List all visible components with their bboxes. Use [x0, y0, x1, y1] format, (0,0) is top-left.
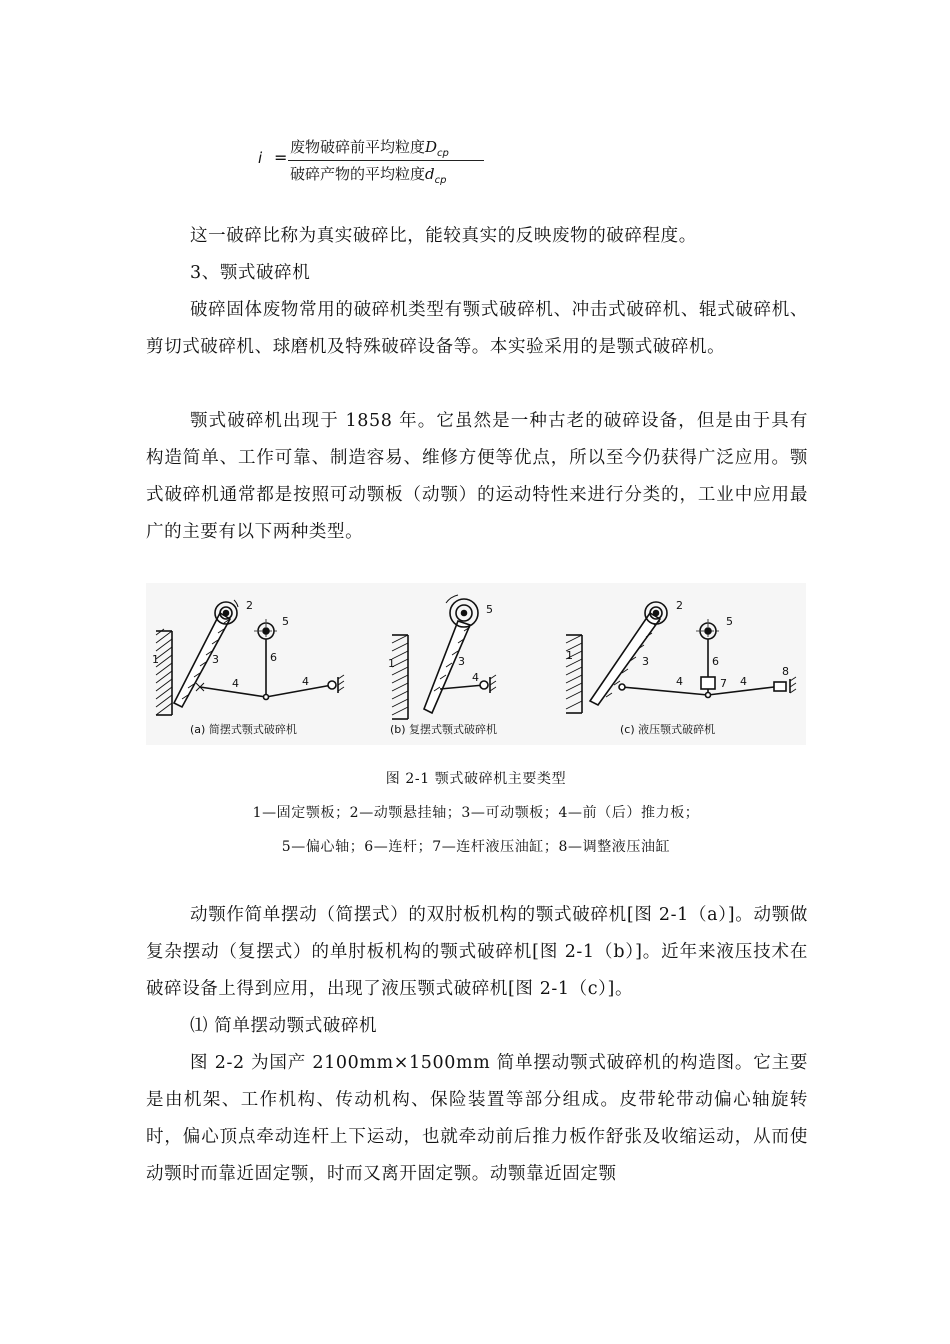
label-b-4: 4: [472, 671, 479, 684]
numerator-var: D: [425, 138, 438, 156]
label-a-6: 6: [270, 651, 277, 664]
formula-lhs: i: [258, 149, 263, 167]
sub-caption-b: (b) 复摆式颚式破碎机: [390, 723, 498, 736]
figure-jaw-crusher-types: [146, 583, 806, 745]
diagram-c: [566, 602, 796, 713]
label-c-2: 2: [676, 599, 683, 612]
label-c-8: 8: [782, 665, 789, 678]
formula-equals: =: [274, 148, 288, 167]
label-c-4b: 4: [740, 675, 747, 688]
label-c-7: 7: [720, 677, 727, 690]
label-c-3: 3: [642, 655, 649, 668]
label-b-1: 1: [388, 657, 395, 670]
formula-numerator: [290, 136, 449, 157]
denominator-sub: cp: [434, 175, 447, 186]
figure-title: 图 2-1 颚式破碎机主要类型: [385, 771, 567, 787]
numerator-sub: cp: [437, 148, 449, 159]
paragraph-simple-swing-description: 图 2-2 为国产 2100mm×1500mm 简单摆动颚式破碎机的构造图。它主要是由机架、工作机构、传动机构、保险装置等部分组成。皮带轮带动偏心轴旋转时，偏心顶点牵动连杆上下运动，也就牵动前后推力板作舒张及收缩运动，从而使动颚时而靠近固定颚，时而又离开固定颚。动颚靠近固定颚: [146, 1053, 808, 1184]
label-b-3: 3: [458, 655, 465, 668]
label-a-3: 3: [212, 653, 219, 666]
section-heading-simple-swing: ⑴ 简单摆动颚式破碎机: [190, 1016, 378, 1036]
label-a-5: 5: [282, 615, 289, 628]
section-heading-jaw-crusher: 3、颚式破碎机: [190, 263, 311, 283]
sub-caption-c: (c) 液压颚式破碎机: [620, 723, 716, 736]
paragraph-jaw-crusher-history: 颚式破碎机出现于 1858 年。它虽然是一种古老的破碎设备，但是由于具有构造简单、工作可靠、制造容易、维修方便等优点，所以至今仍获得广泛应用。颚式破碎机通常都是按照可动颚板（动颚）的运动特性来进行分类的，工业中应用最广的主要有以下两种类型。: [146, 411, 808, 542]
label-a-2: 2: [246, 599, 253, 612]
figure-legend-line-1: 1—固定颚板；2—动颚悬挂轴；3—可动颚板；4—前（后）推力板；: [252, 805, 700, 821]
figure-legend-line-2: 5—偏心轴；6—连杆；7—连杆液压油缸；8—调整液压油缸: [281, 839, 671, 855]
diagram-b: [392, 595, 496, 719]
numerator-text: 废物破碎前平均粒度: [290, 138, 426, 156]
label-c-4a: 4: [676, 675, 683, 688]
label-a-1: 1: [152, 653, 159, 666]
paragraph-true-crushing-ratio: 这一破碎比称为真实破碎比，能较真实的反映废物的破碎程度。: [190, 226, 697, 246]
paragraph-crusher-types: 破碎固体废物常用的破碎机类型有颚式破碎机、冲击式破碎机、辊式破碎机、剪切式破碎机、球磨机及特殊破碎设备等。本实验采用的是颚式破碎机。: [146, 300, 808, 357]
label-c-1: 1: [566, 649, 573, 662]
figure-drawing: [146, 583, 806, 745]
fraction-bar: [288, 160, 484, 161]
sub-caption-a: (a) 简摆式颚式破碎机: [190, 723, 297, 736]
crushing-ratio-formula: [258, 136, 498, 186]
label-c-5: 5: [726, 615, 733, 628]
diagram-a: [156, 600, 344, 715]
formula-denominator: [290, 163, 446, 184]
label-a-4a: 4: [232, 677, 239, 690]
label-c-6: 6: [712, 655, 719, 668]
paragraph-crusher-kinds: 动颚作简单摆动（简摆式）的双肘板机构的颚式破碎机[图 2-1（a）]。动颚做复杂摆动（复摆式）的单肘板机构的颚式破碎机[图 2-1（b）]。近年来液压技术在破碎设备上得到应用，出现了液压颚式破碎机[图 2-1（c）]。: [146, 905, 808, 999]
denominator-text: 破碎产物的平均粒度: [290, 165, 426, 183]
label-a-4b: 4: [302, 675, 309, 688]
figure-labels: [152, 599, 789, 690]
label-b-5: 5: [486, 603, 493, 616]
denominator-var: d: [425, 165, 435, 183]
